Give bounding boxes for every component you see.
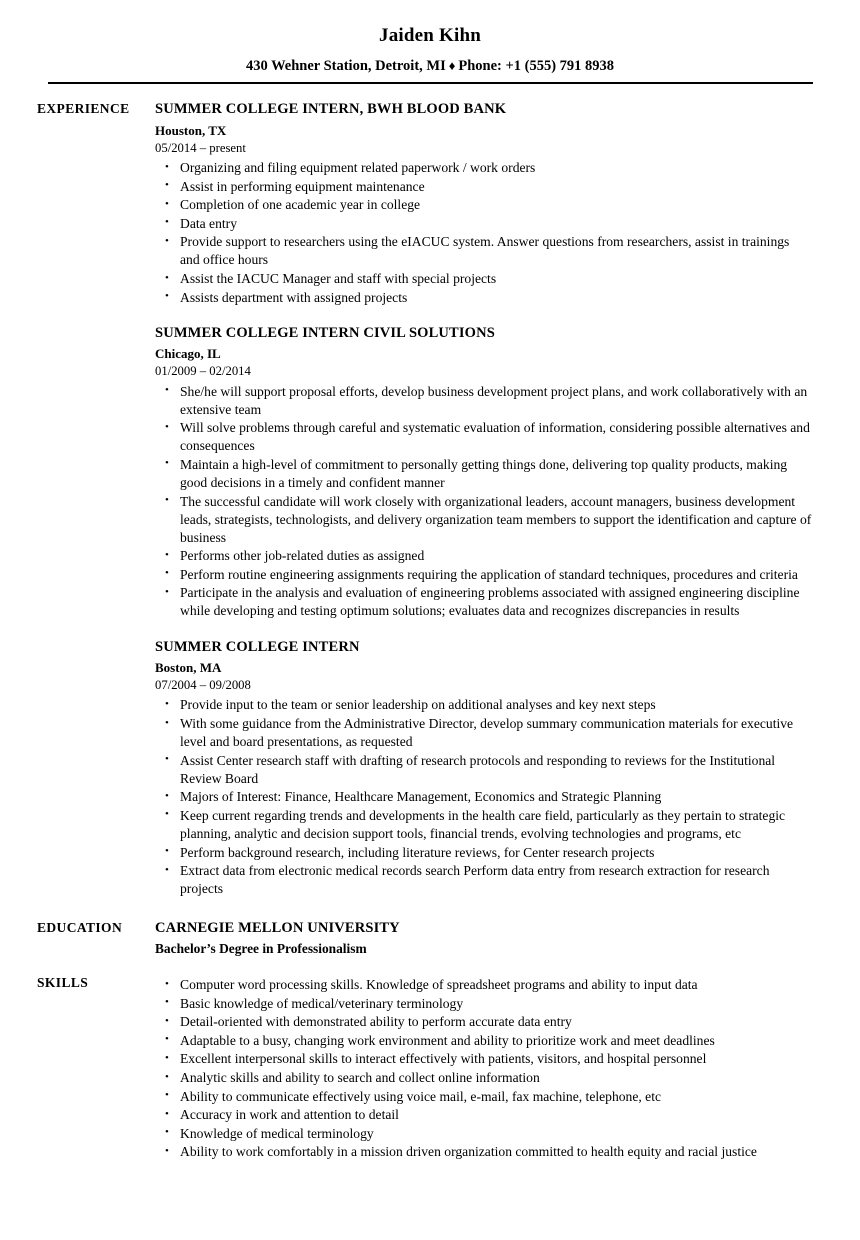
contact-line: [0, 58, 860, 75]
job-location: Boston, MA: [155, 660, 222, 676]
list-item: • Maintain a high-level of commitment to personally getting things done, delivering top quality products, making good decisions in a timely and confident manner: [155, 456, 812, 492]
header-divider: [48, 82, 813, 84]
section-skills: [0, 974, 860, 1162]
job-dates: 01/2009 – 02/2014: [155, 364, 251, 379]
list-item: • Basic knowledge of medical/veterinary terminology: [155, 995, 812, 1013]
list-item: • Accuracy in work and attention to detail: [155, 1106, 812, 1124]
list-item: • Keep current regarding trends and developments in the health care field, particularly as they pertain to strategic planning, analytic and decision support tools, financial trends, evolving technologies and programs, etc: [155, 807, 812, 843]
list-item: • Provide support to researchers using the eIACUC system. Answer questions from researchers, assist in trainings and office hours: [155, 233, 812, 269]
list-item: • Ability to work comfortably in a mission driven organization committed to health equity and racial justice: [155, 1143, 812, 1161]
list-item: • Performs other job-related duties as assigned: [155, 547, 812, 565]
list-item: • Provide input to the team or senior leadership on additional analyses and key next steps: [155, 696, 812, 714]
experience-label-col: [0, 100, 155, 118]
section-label-experience: EXPERIENCE: [37, 101, 130, 117]
job-responsibilities-list: [155, 696, 812, 898]
skills-list: [155, 976, 812, 1161]
list-item: • Knowledge of medical terminology: [155, 1125, 812, 1143]
resume-content: [0, 100, 860, 1162]
list-item: • Analytic skills and ability to search and collect online information: [155, 1069, 812, 1087]
section-spacer: [0, 899, 860, 919]
section-label-skills: SKILLS: [37, 975, 89, 991]
list-item: • Extract data from electronic medical records search Perform data entry from research extraction for research projects: [155, 862, 812, 898]
list-item: • Adaptable to a busy, changing work environment and ability to prioritize work and meet deadlines: [155, 1032, 812, 1050]
education-school: CARNEGIE MELLON UNIVERSITY: [155, 919, 400, 936]
list-item: • Assists department with assigned projects: [155, 289, 812, 307]
list-item: • Ability to communicate effectively using voice mail, e-mail, fax machine, telephone, etc: [155, 1088, 812, 1106]
candidate-name: Jaiden Kihn: [379, 25, 481, 46]
education-body: [155, 919, 860, 959]
section-education: [0, 919, 860, 959]
list-item: • With some guidance from the Administrative Director, develop summary communication materials for executive level and board presentations, as requested: [155, 715, 812, 751]
list-item: • Assist the IACUC Manager and staff with special projects: [155, 270, 812, 288]
job-dates: 07/2004 – 09/2008: [155, 678, 251, 693]
list-item: • Majors of Interest: Finance, Healthcare Management, Economics and Strategic Planning: [155, 788, 812, 806]
section-label-education: EDUCATION: [37, 919, 123, 935]
contact-address: 430 Wehner Station, Detroit, MI: [245, 57, 446, 74]
job-location: Chicago, IL: [155, 346, 221, 362]
job-title: SUMMER COLLEGE INTERN, BWH BLOOD BANK: [155, 101, 507, 118]
job-title: SUMMER COLLEGE INTERN: [155, 638, 360, 655]
list-item: • Data entry: [155, 215, 812, 233]
experience-job: [155, 324, 812, 621]
list-item: • Participate in the analysis and evaluation of engineering problems associated with assigned engineering discipline while developing and testing optimum solutions; evaluates data and recognizes discrepancies in results: [155, 584, 812, 620]
list-item: • Organizing and filing equipment related paperwork / work orders: [155, 159, 812, 177]
education-degree: Bachelor’s Degree in Professionalism: [155, 941, 367, 957]
list-item: • Completion of one academic year in college: [155, 196, 812, 214]
list-item: • Will solve problems through careful and systematic evaluation of information, considering possible alternatives and consequences: [155, 419, 812, 455]
job-responsibilities-list: [155, 383, 812, 621]
job-responsibilities-list: [155, 159, 812, 307]
skills-label-col: [0, 974, 155, 992]
experience-body: [155, 100, 860, 899]
section-spacer: [0, 959, 860, 974]
job-title: SUMMER COLLEGE INTERN CIVIL SOLUTIONS: [155, 324, 495, 341]
experience-job: [155, 638, 812, 899]
list-item: • Excellent interpersonal skills to interact effectively with patients, visitors, and hospital personnel: [155, 1050, 812, 1068]
list-item: • Computer word processing skills. Knowledge of spreadsheet programs and ability to input data: [155, 976, 812, 994]
skills-body: [155, 974, 860, 1162]
list-item: • Assist in performing equipment maintenance: [155, 178, 812, 196]
list-item: • Perform routine engineering assignments requiring the application of standard techniques, procedures and criteria: [155, 566, 812, 584]
list-item: • Assist Center research staff with drafting of research protocols and responding to reviews for the Institutional Review Board: [155, 752, 812, 788]
experience-job: [155, 100, 812, 307]
list-item: • The successful candidate will work closely with organizational leaders, account managers, business development leads, strategists, technologists, and delivery organization team members to support the identification and capture of business: [155, 493, 812, 547]
list-item: • Detail-oriented with demonstrated ability to perform accurate data entry: [155, 1013, 812, 1031]
diamond-separator-icon: ♦: [448, 57, 456, 73]
list-item: • She/he will support proposal efforts, develop business development project plans, and work collaboratively with an extensive team: [155, 383, 812, 419]
education-label-col: [0, 919, 155, 937]
job-location: Houston, TX: [155, 122, 227, 138]
job-dates: 05/2014 – present: [155, 140, 246, 155]
resume-header: [0, 0, 860, 84]
section-experience: [0, 100, 860, 899]
list-item: • Perform background research, including literature reviews, for Center research projects: [155, 844, 812, 862]
contact-phone: Phone: +1 (555) 791 8938: [458, 57, 615, 74]
